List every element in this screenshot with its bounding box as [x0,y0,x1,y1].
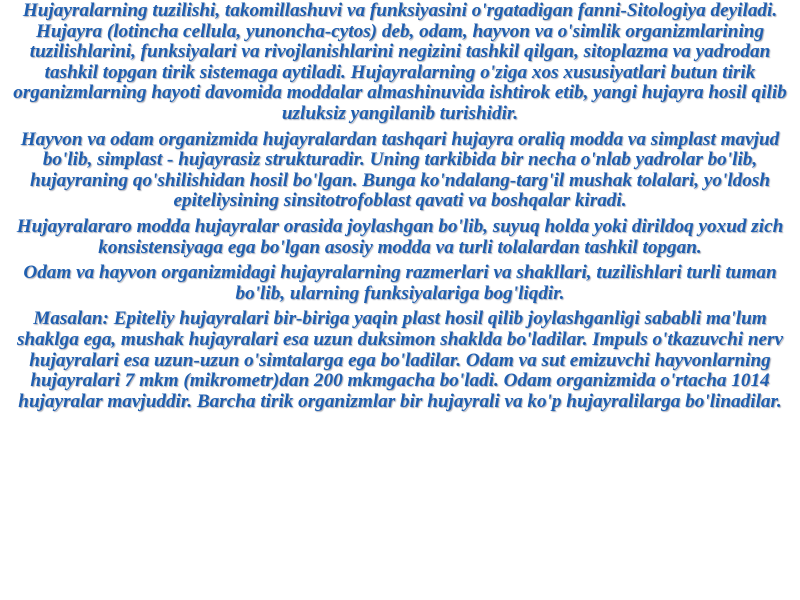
paragraph-cell-shapes: Odam va hayvon organizmidagi hujayralarning razmerlari va shakllari, tuzilishlari turli tuman bo'lib, ularning funksiyalariga bog'liqdir. [23,262,777,304]
paragraph-symplast: Hayvon va odam organizmida hujayralardan tashqari hujayra oraliq modda va simplast mavjud bo'lib, simplast - hujayrasiz strukturadir. Uning tarkibida bir necha o'nlab yadrolar bo'lib, hujayraning qo'shilishidan hosil bo'lgan. Bunga ko'ndalang-targ'il mushak tolalari, yo'ldosh epiteliysining sinsitotrofoblast qavati va boshqalar kiradi. [20,128,780,212]
paragraph-examples: Masalan: Epiteliy hujayralari bir-biriga yaqin plast hosil qilib joylashganligi sababli ma'lum shaklga ega, mushak hujayralari esa uzun duksimon shaklda bo'ladilar. Impuls o'tkazuvchi nerv hujayralari esa uzun-uzun o'simtalarga ega bo'ladilar. Odam va sut emizuvchi hayvonlarning hujayralari 7 mkm (mikrometr)dan 200 mkmgacha bo'ladi. Odam organizmida o'rtacha 1014 hujayralar mavjuddir. Barcha tirik organizmlar bir hujayrali va ko'p hujayralilarga bo'linadilar. [16,308,784,412]
paragraph-intercellular-substance: Hujayralararo modda hujayralar orasida joylashgan bo'lib, suyuq holda yoki dirildoq yoxud zich konsistensiyaga ega bo'lgan asosiy modda va turli tolalardan tashkil topgan. [16,215,784,258]
paragraph-cytology-definition: Hujayralarning tuzilishi, takomillashuvi va funksiyasini o'rgatadigan fanni-Sitologiya deyiladi. Hujayra (lotincha cellula, yunoncha-cytos) deb, odam, hayvon va o'simlik organizmlarining tuzilishlarini, funksiyalari va rivojlanishlarini negizini tashkil qilgan, sitoplazma va yadrodan tashkil topgan tirik sistemaga aytiladi. Hujayralarning o'ziga xos xususiyatlari butun tirik organizmlarning hayoti davomida moddalar almashinuvida ishtirok etib, yangi hujayra hosil qilib uzluksiz yangilanib turishidir. [13,0,787,124]
